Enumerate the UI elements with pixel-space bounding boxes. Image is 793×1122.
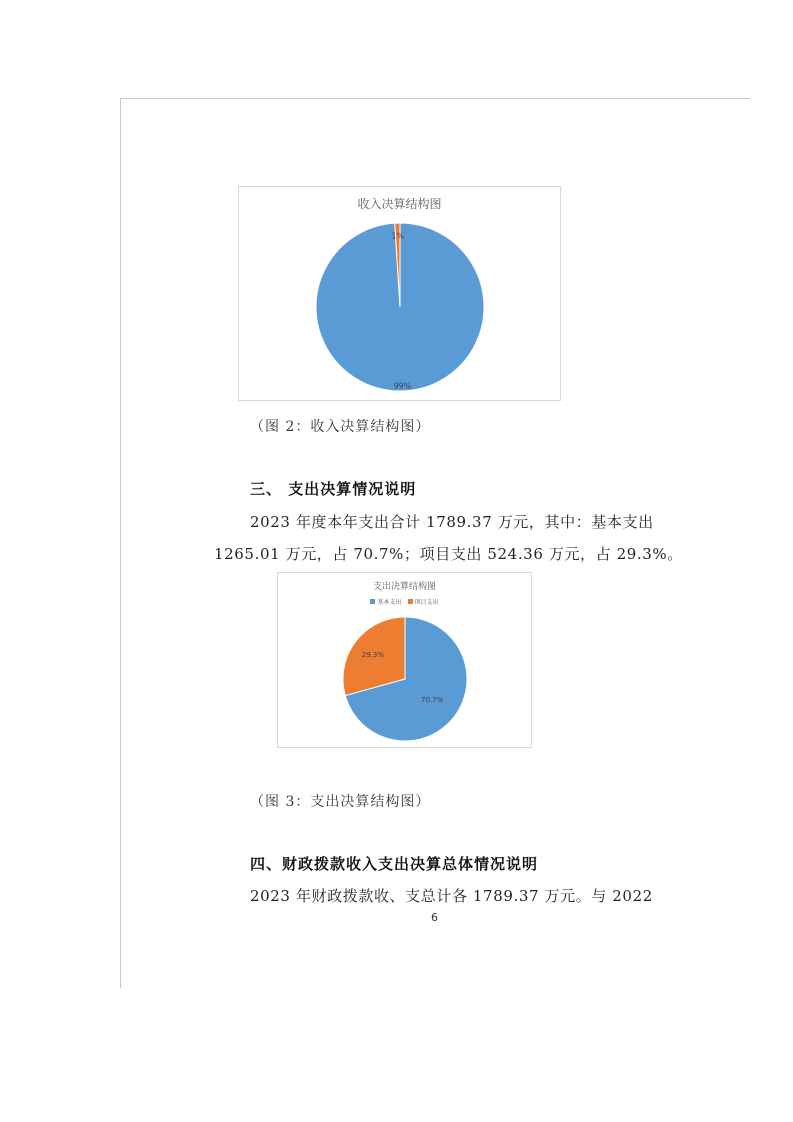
paragraph-line: 2023 年财政拨款收、支总计各 1789.37 万元。与 2022 [250, 887, 653, 905]
pie-data-label: 1% [391, 231, 405, 241]
paragraph-line: 1265.01 万元，占 70.7%；项目支出 524.36 万元，占 29.3%。 [214, 545, 683, 563]
chart-title: 收入决算结构图 [357, 197, 442, 211]
legend-label: 项目支出 [414, 599, 439, 606]
figure-caption: （图 2：收入决算结构图） [250, 419, 431, 435]
expense-pie-chart [277, 572, 532, 748]
pie-data-label: 99% [393, 381, 412, 391]
chart-title: 支出决算结构图 [372, 582, 436, 592]
expense-pie-svg [278, 573, 531, 747]
page-number: 6 [431, 911, 438, 924]
page-left-rule [120, 98, 121, 988]
pie-data-label: 29.3% [361, 650, 385, 659]
paragraph-line: 2023 年度本年支出合计 1789.37 万元，其中：基本支出 [250, 513, 654, 531]
income-pie-svg [239, 187, 560, 400]
figure-caption: （图 3：支出决算结构图） [250, 794, 431, 810]
pie-data-label: 70.7% [421, 695, 444, 704]
page-top-rule [120, 98, 750, 99]
section-heading: 三、 支出决算情况说明 [250, 480, 417, 498]
legend-label: 基本支出 [377, 599, 402, 606]
income-pie-chart [238, 186, 561, 401]
section-heading: 四、财政拨款收入支出决算总体情况说明 [250, 855, 539, 873]
